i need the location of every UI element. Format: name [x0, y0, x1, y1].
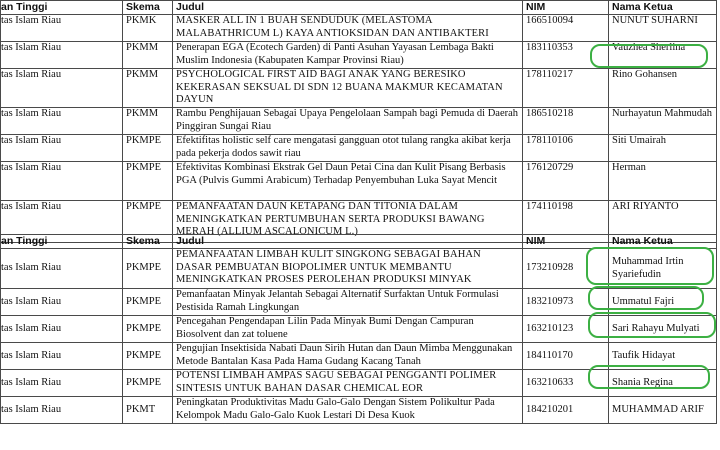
table-row	[1, 42, 717, 69]
header-judul: Judul	[173, 235, 523, 249]
cell-ketua: Vauzhea Sherlina	[609, 42, 717, 69]
header-nim: NIM	[523, 1, 609, 15]
cell-pt: tas Islam Riau	[1, 108, 123, 135]
table-header-row	[1, 1, 717, 15]
header-nim: NIM	[523, 235, 609, 249]
cell-judul: Pencegahan Pengendapan Lilin Pada Minyak Bumi Dengan Campuran Biosolvent dan zat toluene	[173, 316, 523, 343]
header-nama-ketua: Nama Ketua	[609, 1, 717, 15]
cell-judul: PSYCHOLOGICAL FIRST AID BAGI ANAK YANG BERESIKO KEKERASAN SEKSUAL DI SDN 12 BUANA MAKMUR KECAMATAN DAYUN	[173, 69, 523, 108]
table-row	[1, 15, 717, 42]
cell-ketua: Nurhayatun Mahmudah	[609, 108, 717, 135]
table-row	[1, 289, 717, 316]
cell-ketua: MUHAMMAD ARIF	[609, 397, 717, 424]
table-row	[1, 162, 717, 201]
cell-judul: Pengujian Insektisida Nabati Daun Sirih Hutan dan Daun Mimba Menggunakan Metode Bantalan Kasa Pada Hama Gudang Kacang Tanah	[173, 343, 523, 370]
cell-skema: PKMM	[123, 108, 173, 135]
header-perguruan-tinggi: an Tinggi	[1, 235, 123, 249]
cell-skema: PKMPE	[123, 201, 173, 243]
cell-nim: 178110217	[523, 69, 609, 108]
cell-pt: tas Islam Riau	[1, 343, 123, 370]
cell-skema: PKMPE	[123, 249, 173, 289]
header-skema: Skema	[123, 235, 173, 249]
cell-judul: MASKER ALL IN 1 BUAH SENDUDUK (MELASTOMA MALABATHRICUM L) KAYA ANTIOKSIDAN DAN ANTIBAKTERI	[173, 15, 523, 42]
table-header-row	[1, 235, 717, 249]
table-row	[1, 343, 717, 370]
cell-skema: PKMK	[123, 15, 173, 42]
cell-pt: tas Islam Riau	[1, 135, 123, 162]
cell-skema: PKMPE	[123, 316, 173, 343]
cell-nim: 166510094	[523, 15, 609, 42]
cell-skema: PKMM	[123, 42, 173, 69]
cell-nim: 186510218	[523, 108, 609, 135]
cell-nim: 163210123	[523, 316, 609, 343]
cell-pt: tas Islam Riau	[1, 397, 123, 424]
cell-nim: 176120729	[523, 162, 609, 201]
cell-pt: tas Islam Riau	[1, 15, 123, 42]
table-row	[1, 135, 717, 162]
cell-pt: tas Islam Riau	[1, 316, 123, 343]
cell-ketua: ARI RIYANTO	[609, 201, 717, 243]
table-bottom	[0, 234, 717, 424]
table-row	[1, 69, 717, 108]
cell-ketua: Muhammad Irtin Syariefudin	[609, 249, 717, 289]
header-nama-ketua: Nama Ketua	[609, 235, 717, 249]
cell-skema: PKMPE	[123, 135, 173, 162]
table-row	[1, 108, 717, 135]
cell-judul: Efektifitas holistic self care mengatasi gangguan otot tulang rangka akibat kerja pada pekerja dodos sawit riau	[173, 135, 523, 162]
cell-ketua: NUNUT SUHARNI	[609, 15, 717, 42]
cell-skema: PKMPE	[123, 162, 173, 201]
cell-ketua: Shania Regina	[609, 370, 717, 397]
cell-pt: tas Islam Riau	[1, 289, 123, 316]
cell-skema: PKMPE	[123, 343, 173, 370]
cell-ketua: Sari Rahayu Mulyati	[609, 316, 717, 343]
cell-judul: Efektivitas Kombinasi Ekstrak Gel Daun Petai Cina dan Kulit Pisang Berbasis PGA (Pulvis Gummi Arabicum) Terhadap Penyembuhan Luka Sayat Mencit	[173, 162, 523, 201]
cell-nim: 184110170	[523, 343, 609, 370]
cell-pt: tas Islam Riau	[1, 162, 123, 201]
cell-judul: Pemanfaatan Minyak Jelantah Sebagai Alternatif Surfaktan Untuk Formulasi Pestisida Ramah Lingkungan	[173, 289, 523, 316]
cell-nim: 163210633	[523, 370, 609, 397]
cell-judul: Penerapan EGA (Ecotech Garden) di Panti Asuhan Yayasan Lembaga Bakti Muslim Indonesia (Kabupaten Kampar Provinsi Riau)	[173, 42, 523, 69]
cell-judul: PEMANFAATAN DAUN KETAPANG DAN TITONIA DALAM MENINGKATKAN PERTUMBUHAN SERTA PRODUKSI BAWANG MERAH (ALLIUM ASCALONICUM L.)	[173, 201, 523, 243]
cell-ketua: Rino Gohansen	[609, 69, 717, 108]
header-judul: Judul	[173, 1, 523, 15]
cell-ketua: Ummatul Fajri	[609, 289, 717, 316]
cell-skema: PKMT	[123, 397, 173, 424]
cell-pt: tas Islam Riau	[1, 370, 123, 397]
cell-nim: 183110353	[523, 42, 609, 69]
table-row	[1, 316, 717, 343]
cell-nim: 174110198	[523, 201, 609, 243]
header-perguruan-tinggi: an Tinggi	[1, 1, 123, 15]
cell-nim: 183210973	[523, 289, 609, 316]
cell-pt: tas Islam Riau	[1, 249, 123, 289]
table-row	[1, 397, 717, 424]
cell-judul: Peningkatan Produktivitas Madu Galo-Galo Dengan Sistem Polikultur Pada Kelompok Madu Galo-Galo Kuok Lestari Di Desa Kuok	[173, 397, 523, 424]
header-skema: Skema	[123, 1, 173, 15]
table-row	[1, 249, 717, 289]
cell-judul: Rambu Penghijauan Sebagai Upaya Pengelolaan Sampah bagi Pemuda di Daerah Pinggiran Sungai Riau	[173, 108, 523, 135]
cell-ketua: Taufik Hidayat	[609, 343, 717, 370]
cell-nim: 184210201	[523, 397, 609, 424]
cell-skema: PKMM	[123, 69, 173, 108]
cell-ketua: Siti Umairah	[609, 135, 717, 162]
cell-skema: PKMPE	[123, 289, 173, 316]
cell-skema: PKMPE	[123, 370, 173, 397]
cell-nim: 178110106	[523, 135, 609, 162]
cell-judul: PEMANFAATAN LIMBAH KULIT SINGKONG SEBAGAI BAHAN DASAR PEMBUATAN BIOPOLIMER UNTUK MEMBANTU MENINGKATKAN PROSES PEROLEHAN PRODUKSI MINYAK	[173, 249, 523, 289]
cell-pt: tas Islam Riau	[1, 42, 123, 69]
table-row	[1, 370, 717, 397]
cell-pt: tas Islam Riau	[1, 201, 123, 243]
cell-ketua: Herman	[609, 162, 717, 201]
cell-nim: 173210928	[523, 249, 609, 289]
cell-judul: POTENSI LIMBAH AMPAS SAGU SEBAGAI PENGGANTI POLIMER SINTESIS UNTUK BAHAN DASAR CHEMICAL EOR	[173, 370, 523, 397]
cell-pt: tas Islam Riau	[1, 69, 123, 108]
